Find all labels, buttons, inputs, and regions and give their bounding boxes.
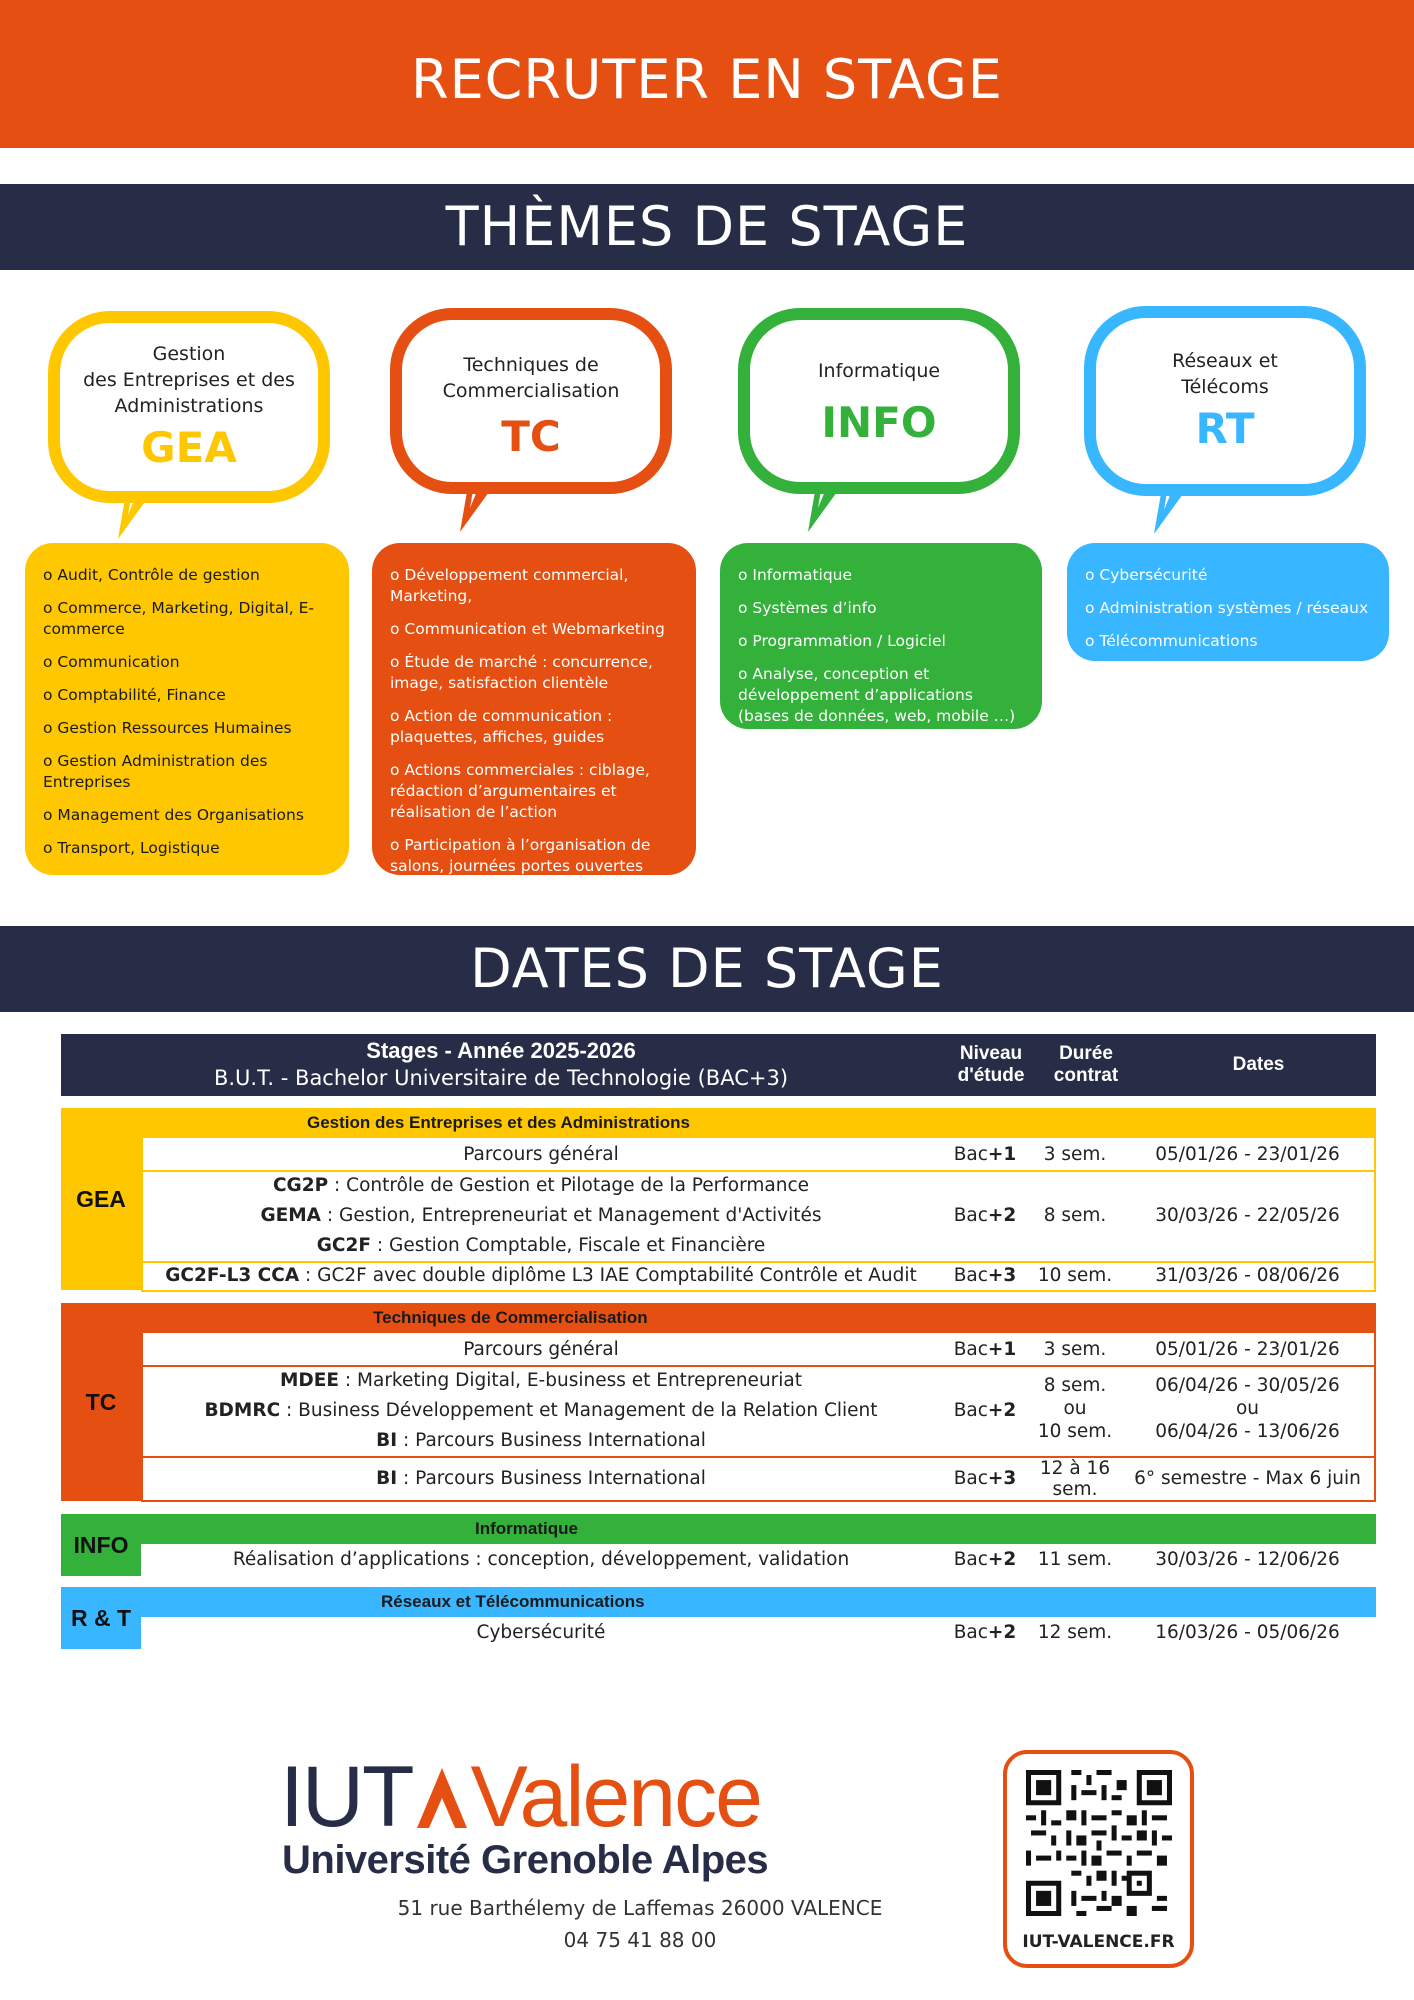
table-cell-parcours: GC2F-L3 CCA : GC2F avec double diplôme L3 IAE Comptabilité Contrôle et Audit: [165, 1265, 917, 1286]
gea-theme-item: o Transport, Logistique: [43, 839, 220, 857]
gea-theme-item: o Gestion Administration des Entreprises: [43, 752, 268, 791]
rt-speech-bubble: [1084, 306, 1366, 496]
page-title-banner: [0, 0, 1414, 148]
gea-name-line-2: des Entreprises et des: [83, 369, 295, 391]
column-divider: [1374, 1138, 1376, 1292]
column-divider: [1374, 1333, 1376, 1501]
gea-theme-item: o Gestion Ressources Humaines: [43, 719, 292, 737]
table-cell-duration: 8 sem.: [1043, 1205, 1107, 1226]
gea-theme-item: o Commerce, Marketing, Digital, E-commerce: [43, 599, 315, 638]
info-theme-item: o Systèmes d’info: [738, 599, 877, 617]
row-divider: [141, 1456, 1376, 1458]
row-divider: [141, 1500, 1376, 1502]
gea-speech-bubble: [48, 311, 330, 503]
page-title: RECRUTER EN STAGE: [411, 48, 1003, 111]
table-cell-level: Bac+2: [953, 1205, 1017, 1226]
rt-theme-item: o Administration systèmes / réseaux: [1085, 599, 1369, 617]
table-cell-dates: 30/03/26 - 12/06/26: [1155, 1549, 1340, 1570]
table-cell-duration: 10 sem.: [1037, 1265, 1113, 1286]
table-cell-parcours: Réalisation d’applications : conception, développement, validation: [232, 1549, 850, 1570]
qr-code-card[interactable]: [1003, 1750, 1194, 1968]
table-cell-dates: 05/01/26 - 23/01/26: [1155, 1339, 1340, 1360]
table-cell-dates: 06/04/26 - 30/05/26 ou 06/04/26 - 13/06/26: [1155, 1375, 1340, 1442]
table-cell-level: Bac+1: [953, 1144, 1017, 1165]
gea-side-label: GEA: [61, 1108, 141, 1290]
dates-section-banner: [0, 926, 1414, 1012]
column-header-niveau: Niveau d'étude: [957, 1043, 1025, 1086]
column-divider: [141, 1138, 143, 1292]
website-link[interactable]: IUT-VALENCE.FR: [1022, 1932, 1175, 1952]
table-cell-parcours: BDMRC : Business Développement et Management de la Relation Client: [204, 1400, 878, 1421]
table-cell-parcours: GEMA : Gestion, Entrepreneuriat et Management d'Activités: [260, 1205, 822, 1226]
table-header: [61, 1034, 1376, 1096]
table-title: Stages - Année 2025-2026: [366, 1038, 636, 1063]
info-theme-item: o Informatique: [738, 566, 853, 584]
row-divider: [141, 1290, 1376, 1292]
gea-name-line-3: Administrations: [114, 395, 264, 417]
iut-valence-logo: IUT Valence: [280, 1749, 761, 1845]
phone-number: 04 75 41 88 00: [563, 1928, 717, 1952]
table-cell-duration: 3 sem.: [1043, 1339, 1107, 1360]
rt-category-bar: Réseaux et Télécommunications: [141, 1587, 1376, 1617]
info-name-line-1: Informatique: [817, 360, 941, 382]
table-cell-level: Bac+3: [953, 1265, 1017, 1286]
gea-name-line-1: Gestion: [152, 343, 226, 365]
rt-theme-item: o Cybersécurité: [1085, 566, 1208, 584]
tc-theme-item: o Développement commercial, Marketing,: [390, 566, 629, 605]
university-name: Université Grenoble Alpes: [282, 1838, 769, 1882]
table-cell-level: Bac+3: [953, 1468, 1017, 1489]
tc-name-line-2: Commercialisation: [442, 380, 620, 402]
info-speech-bubble: [738, 308, 1020, 494]
info-category-bar: Informatique: [141, 1514, 1376, 1544]
gea-theme-item: o Audit, Contrôle de gestion: [43, 566, 260, 584]
table-cell-parcours: CG2P : Contrôle de Gestion et Pilotage de la Performance: [272, 1175, 810, 1196]
qr-code-icon: [1026, 1770, 1172, 1916]
info-theme-item: o Programmation / Logiciel: [738, 632, 946, 650]
tc-themes-list: [372, 543, 696, 875]
gea-theme-item: o Management des Organisations: [43, 806, 304, 824]
tc-theme-item: o Action de communication : plaquettes, affiches, guides: [390, 707, 613, 746]
table-cell-level: Bac+2: [953, 1400, 1017, 1421]
rt-theme-item: o Télécommunications: [1085, 632, 1258, 650]
tc-theme-item: o Actions commerciales : ciblage, rédaction d’argumentaires et réalisation de l’action: [390, 761, 650, 821]
tc-side-label: TC: [61, 1303, 141, 1501]
rt-name-line-2: Télécoms: [1181, 376, 1269, 398]
table-cell-dates: 05/01/26 - 23/01/26: [1155, 1144, 1340, 1165]
gea-themes-list: [25, 543, 349, 875]
table-cell-duration: 8 sem. ou 10 sem.: [1037, 1375, 1113, 1442]
table-cell-dates: 16/03/26 - 05/06/26: [1155, 1622, 1340, 1643]
table-cell-duration: 11 sem.: [1037, 1549, 1113, 1570]
column-header-duree: Durée contrat: [1053, 1043, 1119, 1086]
table-cell-level: Bac+1: [953, 1339, 1017, 1360]
tc-code: TC: [501, 412, 561, 461]
table-cell-parcours: Parcours général: [463, 1144, 619, 1165]
rt-name-line-1: Réseaux et: [1172, 350, 1278, 372]
table-cell-parcours: Cybersécurité: [476, 1622, 606, 1643]
table-cell-dates: 30/03/26 - 22/05/26: [1155, 1205, 1340, 1226]
gea-code: GEA: [141, 423, 237, 472]
tc-theme-item: o Étude de marché : concurrence, image, satisfaction clientèle: [390, 653, 653, 692]
info-theme-item: o Analyse, conception et développement d’applications (bases de données, web, mobile …): [738, 665, 1016, 725]
rt-code: RT: [1195, 404, 1255, 453]
info-themes-list: [720, 543, 1042, 729]
tc-theme-item: o Communication et Webmarketing: [390, 620, 665, 638]
logo-chevron-icon: [415, 1764, 469, 1830]
info-code: INFO: [821, 398, 937, 447]
table-cell-duration: 12 sem.: [1037, 1622, 1113, 1643]
gea-theme-item: o Communication: [43, 653, 180, 671]
tc-theme-item: o Participation à l’organisation de salons, journées portes ouvertes: [390, 836, 651, 875]
table-cell-dates: 6° semestre - Max 6 juin: [1134, 1468, 1361, 1489]
column-header-dates: Dates: [1232, 1054, 1285, 1075]
table-cell-parcours: BI : Parcours Business International: [376, 1430, 706, 1451]
themes-section-title: THÈMES DE STAGE: [445, 195, 969, 258]
info-side-label: INFO: [61, 1514, 141, 1576]
address: 51 rue Barthélemy de Laffemas 26000 VALENCE: [397, 1896, 883, 1920]
column-divider: [141, 1333, 143, 1501]
table-cell-parcours: MDEE : Marketing Digital, E-business et Entrepreneuriat: [279, 1370, 803, 1391]
tc-name-line-1: Techniques de: [463, 354, 599, 376]
table-cell-dates: 31/03/26 - 08/06/26: [1155, 1265, 1340, 1286]
table-cell-level: Bac+2: [953, 1549, 1017, 1570]
table-cell-duration: 12 à 16 sem.: [1039, 1458, 1111, 1500]
gea-theme-item: o Comptabilité, Finance: [43, 686, 226, 704]
table-cell-duration: 3 sem.: [1043, 1144, 1107, 1165]
table-cell-level: Bac+2: [953, 1622, 1017, 1643]
dates-section-title: DATES DE STAGE: [470, 937, 944, 1000]
table-cell-parcours: BI : Parcours Business International: [376, 1468, 706, 1489]
tc-category-bar: Techniques de Commercialisation: [141, 1303, 1376, 1333]
table-subtitle: B.U.T. - Bachelor Universitaire de Technologie (BAC+3): [213, 1066, 789, 1090]
themes-section-banner: [0, 184, 1414, 270]
gea-category-bar: Gestion des Entreprises et des Administrations: [141, 1108, 1376, 1138]
table-cell-parcours: GC2F : Gestion Comptable, Fiscale et Financière: [316, 1235, 766, 1256]
table-cell-parcours: Parcours général: [463, 1339, 619, 1360]
rt-themes-list: [1067, 543, 1389, 661]
tc-speech-bubble: [390, 308, 672, 494]
rt-side-label: R & T: [61, 1587, 141, 1649]
